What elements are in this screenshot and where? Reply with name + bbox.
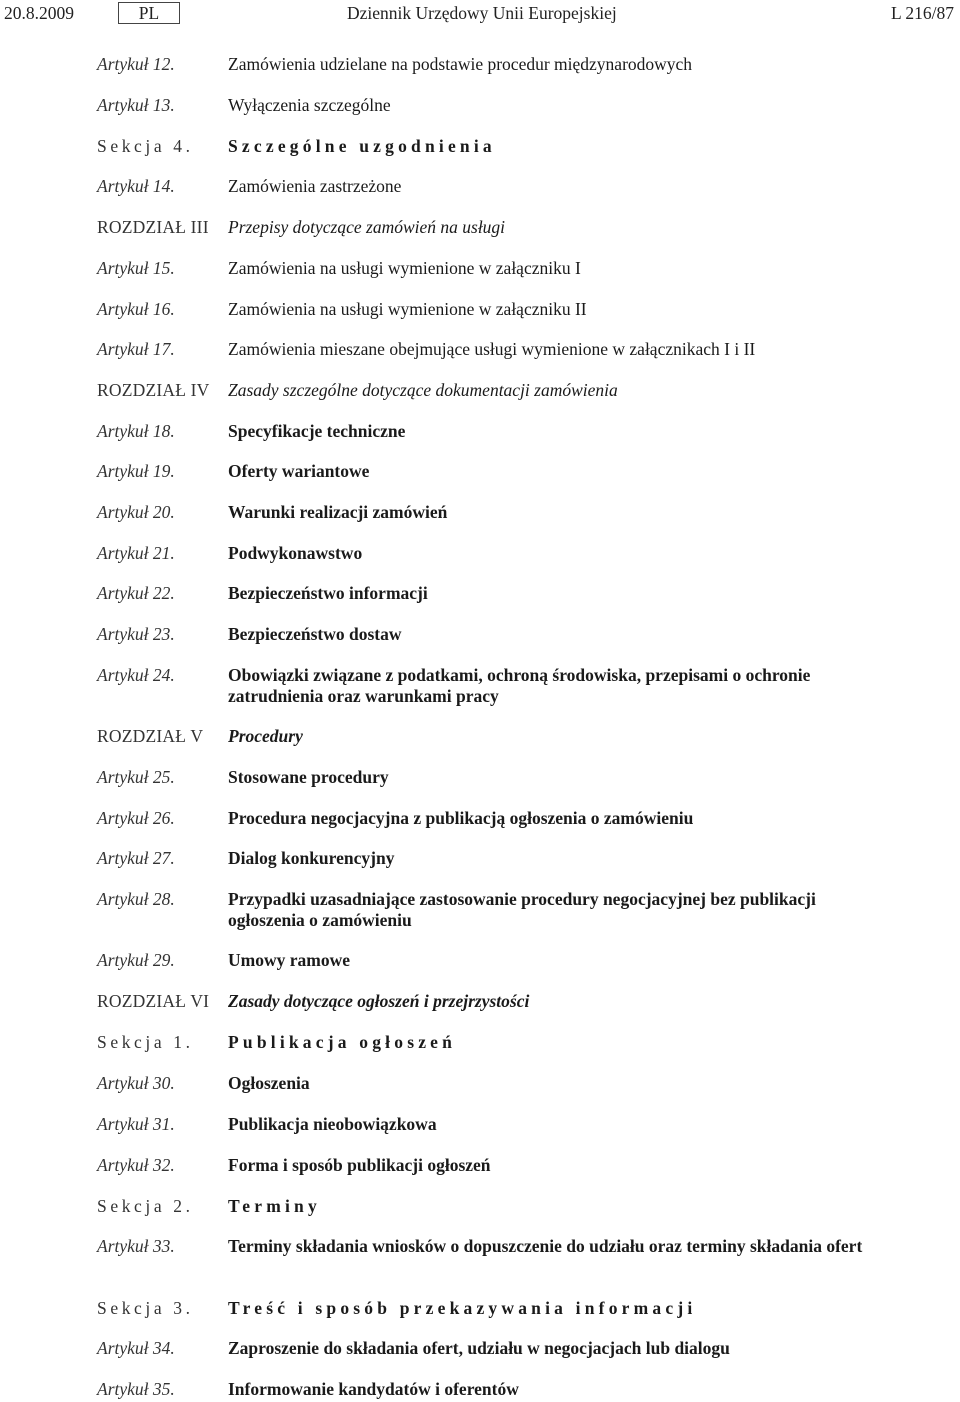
toc-row-title: Dialog konkurencyjny xyxy=(228,848,395,868)
toc-row-label: Artykuł 18. xyxy=(97,421,175,441)
toc-row-title: Przepisy dotyczące zamówień na usługi xyxy=(228,217,506,237)
toc-row-label: Artykuł 22. xyxy=(97,583,175,603)
toc-row-title: Przypadki uzasadniające zastosowanie procedury negocjacyjnej bez publikacji ogłoszenia o zamówieniu xyxy=(228,889,816,930)
toc-row-label: Artykuł 30. xyxy=(97,1073,175,1093)
toc-row-label: ROZDZIAŁ VI xyxy=(97,991,210,1011)
header-journal-title: Dziennik Urzędowy Unii Europejskiej xyxy=(347,3,617,23)
toc-row-label: ROZDZIAŁ IV xyxy=(97,380,210,400)
toc-row-title: Bezpieczeństwo dostaw xyxy=(228,624,402,644)
toc-row-label: Artykuł 23. xyxy=(97,624,175,644)
toc-row-title: Oferty wariantowe xyxy=(228,461,370,481)
toc-row-label: Artykuł 12. xyxy=(97,54,175,74)
toc-row-title: Zasady szczególne dotyczące dokumentacji zamówienia xyxy=(228,380,618,400)
toc-row-label: Artykuł 29. xyxy=(97,950,175,970)
toc-row-label: Artykuł 27. xyxy=(97,848,175,868)
toc-row-title: Treść i sposób przekazywania informacji xyxy=(228,1298,697,1318)
toc-row-title: Specyfikacje techniczne xyxy=(228,421,406,441)
toc-row-label: Artykuł 20. xyxy=(97,502,175,522)
toc-row-title: Publikacja ogłoszeń xyxy=(228,1032,457,1052)
toc-row-title: Warunki realizacji zamówień xyxy=(228,502,448,522)
toc-row-title: Umowy ramowe xyxy=(228,950,350,970)
toc-row-title: Zaproszenie do składania ofert, udziału w negocjacjach lub dialogu xyxy=(228,1338,730,1358)
toc-row-label: Artykuł 17. xyxy=(97,339,175,359)
toc-row-title: Wyłączenia szczególne xyxy=(228,95,391,115)
toc-row-label: Sekcja 2. xyxy=(97,1196,194,1216)
toc-row-title: Zamówienia udzielane na podstawie procedur międzynarodowych xyxy=(228,54,693,74)
toc-row-title: Terminy składania wniosków o dopuszczenie do udziału oraz terminy składania ofert xyxy=(228,1236,863,1256)
toc-row-title: Forma i sposób publikacji ogłoszeń xyxy=(228,1155,491,1175)
toc-row-label: Sekcja 3. xyxy=(97,1298,194,1318)
toc-row-title: Stosowane procedury xyxy=(228,767,389,787)
toc-row-label: Artykuł 19. xyxy=(97,461,175,481)
toc-row-title: Terminy xyxy=(228,1196,321,1216)
toc-row-label: Artykuł 32. xyxy=(97,1155,175,1175)
header-date: 20.8.2009 xyxy=(4,3,74,23)
toc-row-label: Artykuł 33. xyxy=(97,1236,175,1256)
toc-row-title: Publikacja nieobowiązkowa xyxy=(228,1114,437,1134)
toc-row-title: Obowiązki związane z podatkami, ochroną środowiska, przepisami o ochronie zatrudnienia oraz warunkami pracy xyxy=(228,665,811,706)
toc-row-label: Artykuł 15. xyxy=(97,258,175,278)
page-header xyxy=(0,0,960,30)
toc-row-title: Szczególne uzgodnienia xyxy=(228,136,496,156)
toc-row-title: Ogłoszenia xyxy=(228,1073,310,1093)
toc-row-label: Sekcja 1. xyxy=(97,1032,194,1052)
toc-row-label: Artykuł 24. xyxy=(97,665,175,685)
toc-row-label: Artykuł 34. xyxy=(97,1338,175,1358)
toc-row-label: Artykuł 13. xyxy=(97,95,175,115)
header-page-number: L 216/87 xyxy=(890,3,954,23)
toc-row-label: Artykuł 16. xyxy=(97,299,175,319)
toc-row-label: Artykuł 31. xyxy=(97,1114,175,1134)
toc-row-title: Informowanie kandydatów i oferentów xyxy=(228,1379,519,1399)
toc-row-title: Zamówienia zastrzeżone xyxy=(228,176,402,196)
toc-row-label: Artykuł 35. xyxy=(97,1379,175,1399)
toc-row-label: ROZDZIAŁ III xyxy=(97,217,209,237)
toc-row-label: Artykuł 28. xyxy=(97,889,175,909)
toc-row-title: Zamówienia na usługi wymienione w załączniku I xyxy=(228,258,581,278)
toc-row-label: Artykuł 25. xyxy=(97,767,175,787)
toc-row-label: Artykuł 14. xyxy=(97,176,175,196)
toc-row-title: Podwykonawstwo xyxy=(228,543,363,563)
toc-row-title: Zasady dotyczące ogłoszeń i przejrzystości xyxy=(228,991,530,1011)
toc-row-label: Sekcja 4. xyxy=(97,136,194,156)
toc-row-label: Artykuł 21. xyxy=(97,543,175,563)
toc-row-title: Procedura negocjacyjna z publikacją ogłoszenia o zamówieniu xyxy=(228,808,694,828)
header-language-box: PL xyxy=(118,2,180,24)
toc-row-title: Zamówienia na usługi wymienione w załączniku II xyxy=(228,299,587,319)
toc-row-title: Bezpieczeństwo informacji xyxy=(228,583,428,603)
toc-row-label: ROZDZIAŁ V xyxy=(97,726,204,746)
toc-row-title: Procedury xyxy=(228,726,303,746)
toc-row-title: Zamówienia mieszane obejmujące usługi wymienione w załącznikach I i II xyxy=(228,339,756,359)
toc-row-label: Artykuł 26. xyxy=(97,808,175,828)
